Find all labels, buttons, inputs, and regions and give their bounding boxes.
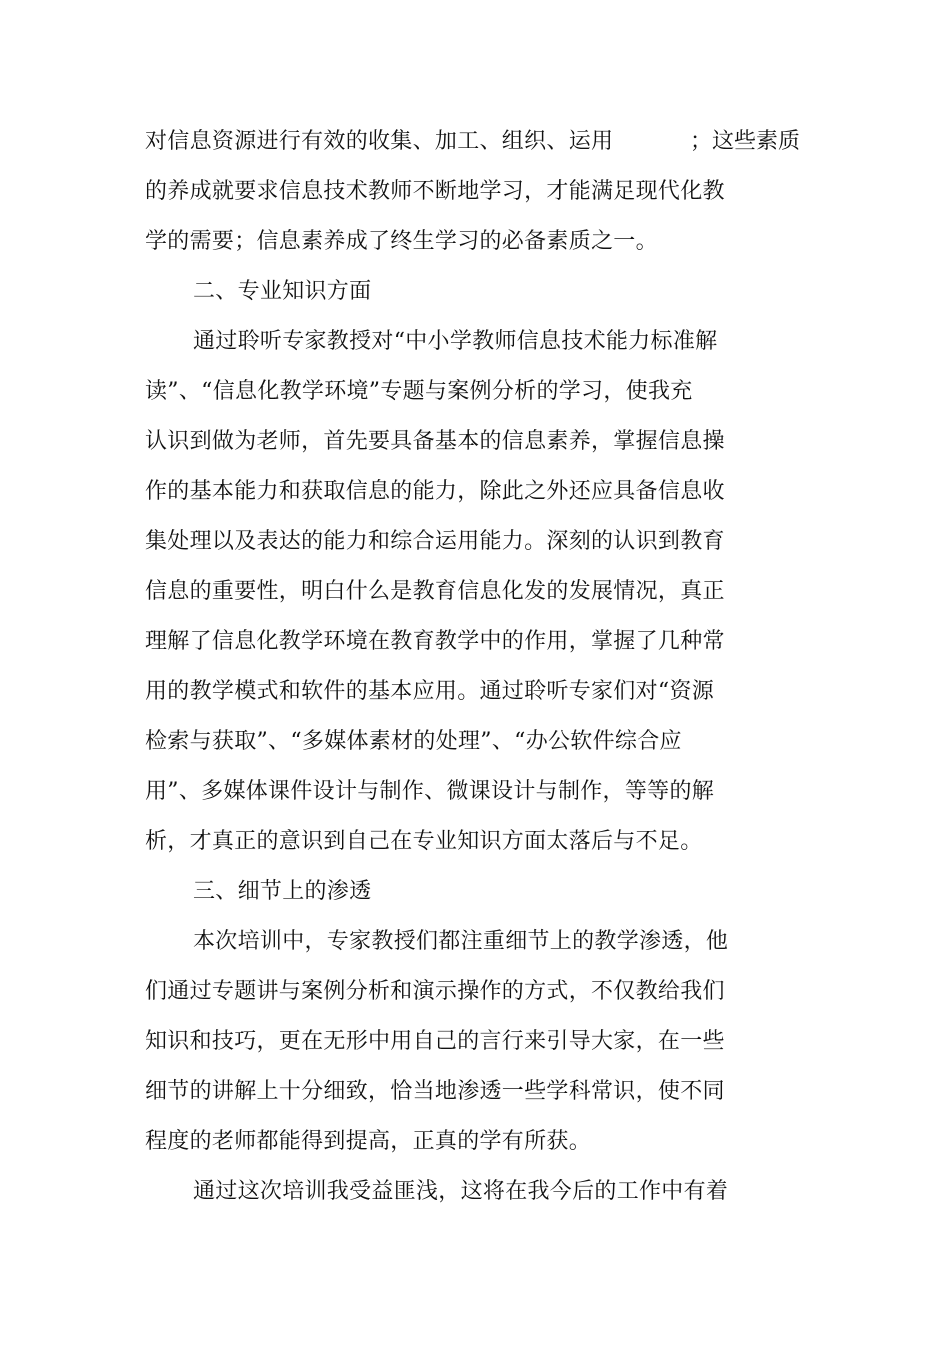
text-line: 知识和技巧，更在无形中用自己的言行来引导大家，在一些 xyxy=(145,1029,725,1054)
text-line: 通过这次培训我受益匪浅，这将在我今后的工作中有着 xyxy=(193,1179,729,1204)
text-line: 学的需要；信息素养成了终生学习的必备素质之一。 xyxy=(145,229,658,254)
section-heading: 二、专业知识方面 xyxy=(193,279,372,304)
text-line: 程度的老师都能得到提高，正真的学有所获。 xyxy=(145,1129,592,1154)
text-line: 理解了信息化教学环境在教育教学中的作用，掌握了几种常 xyxy=(145,629,725,654)
text-line: 用的教学模式和软件的基本应用。通过聆听专家们对“资源 xyxy=(145,679,715,704)
text-line: 对信息资源进行有效的收集、加工、组织、运用 xyxy=(145,129,614,154)
text-line: 析，才真正的意识到自己在专业知识方面太落后与不足。 xyxy=(145,829,703,854)
section-heading: 三、细节上的渗透 xyxy=(193,879,372,904)
text-line: 集处理以及表达的能力和综合运用能力。深刻的认识到教育 xyxy=(145,529,725,554)
text-line: 通过聆听专家教授对“中小学教师信息技术能力标准解 xyxy=(193,329,718,354)
text-line: 用”、多媒体课件设计与制作、微课设计与制作，等等的解 xyxy=(145,779,715,804)
text-line: 的养成就要求信息技术教师不断地学习，才能满足现代化教 xyxy=(145,179,725,204)
text-line: 信息的重要性，明白什么是教育信息化发的发展情况，真正 xyxy=(145,579,725,604)
text-line: 检索与获取”、“多媒体素材的处理”、“办公软件综合应 xyxy=(145,729,682,754)
text-line: 读”、“信息化教学环境”专题与案例分析的学习，使我充 xyxy=(145,379,693,404)
text-line: 作的基本能力和获取信息的能力，除此之外还应具备信息收 xyxy=(145,479,725,504)
text-line-tail: ；这些素质 xyxy=(690,129,801,154)
text-line: 本次培训中，专家教授们都注重细节上的教学渗透，他 xyxy=(193,929,729,954)
text-line: 认识到做为老师，首先要具备基本的信息素养，掌握信息操 xyxy=(145,429,725,454)
text-line: 们通过专题讲与案例分析和演示操作的方式，不仅教给我们 xyxy=(145,979,725,1004)
text-line: 细节的讲解上十分细致，恰当地渗透一些学科常识，使不同 xyxy=(145,1079,725,1104)
